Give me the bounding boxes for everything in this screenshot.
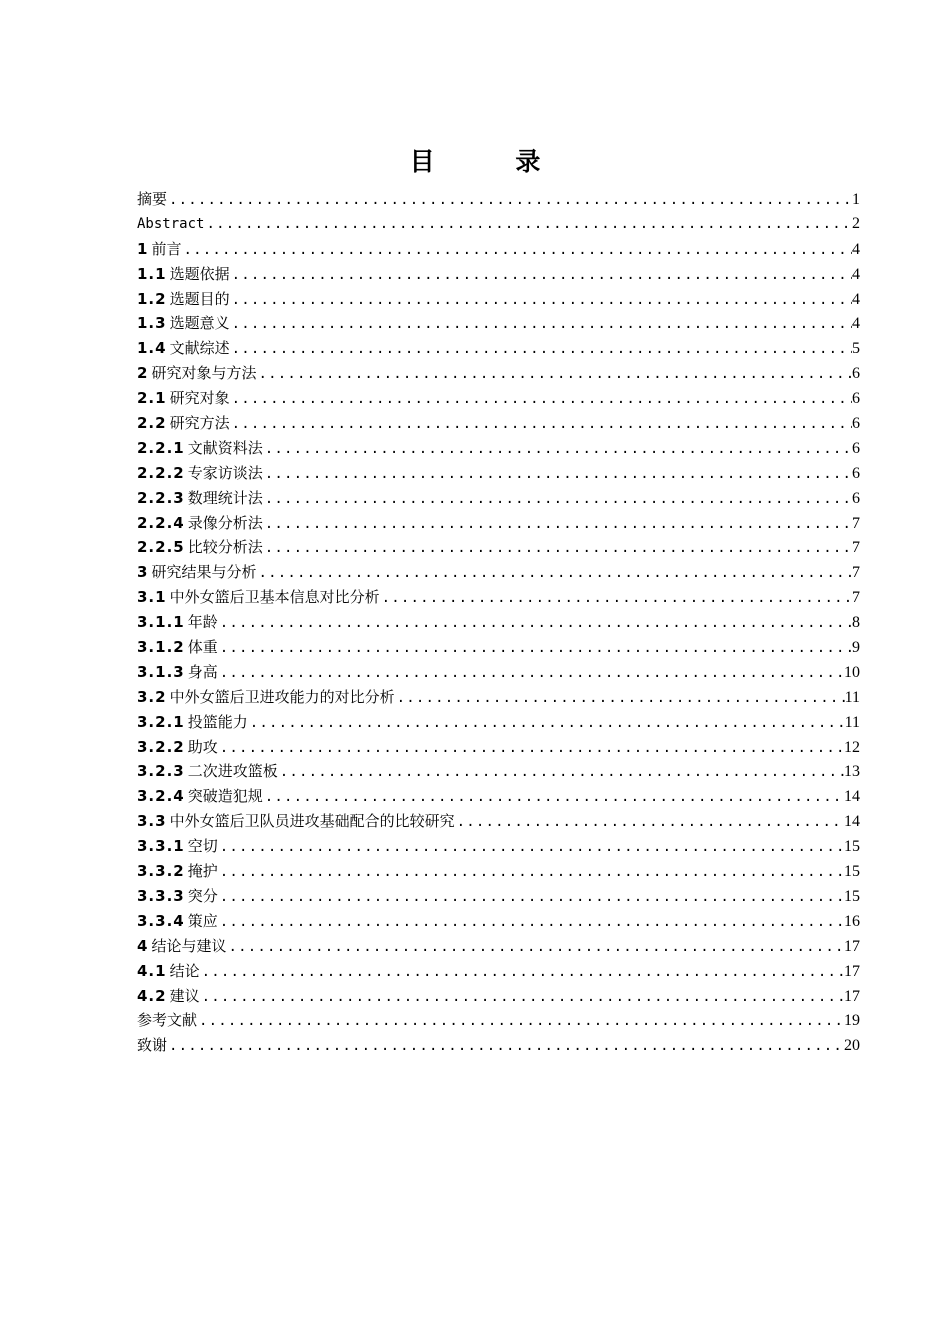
toc-entry-number: 1.3: [137, 314, 167, 333]
toc-dot-leader: [263, 487, 852, 511]
toc-entry-title: 参考文献: [137, 1011, 198, 1030]
toc-entry-number: 3.3.2: [137, 862, 185, 881]
toc-entry-page-number: 17: [844, 937, 860, 955]
toc-entry[interactable]: [137, 959, 860, 984]
toc-entry-page-number: 7: [852, 564, 860, 582]
toc-dot-leader: [167, 1034, 844, 1058]
toc-entry-page-number: 8: [852, 614, 860, 632]
toc-entry-title: 文献资料法: [187, 438, 263, 457]
toc-entry-number: 3.2.1: [137, 712, 185, 731]
toc-dot-leader: [226, 935, 844, 959]
toc-entry[interactable]: [137, 436, 860, 461]
toc-entry-page-number: 14: [844, 788, 860, 806]
toc-dot-leader: [230, 288, 852, 312]
toc-entry-page-number: 4: [852, 290, 860, 308]
toc-dot-leader: [278, 760, 844, 784]
toc-entry-number: 4.1: [137, 961, 167, 980]
toc-entry[interactable]: [137, 685, 860, 710]
toc-entry-number: 2: [137, 364, 149, 383]
toc-entry-number: 1.4: [137, 339, 167, 358]
toc-entry-number: 3.2: [137, 687, 167, 706]
toc-dot-leader: [380, 586, 852, 610]
toc-entry[interactable]: [137, 535, 860, 560]
toc-entry-page-number: 5: [852, 340, 860, 358]
toc-entry-title: 选题依据: [169, 264, 230, 283]
toc-entry[interactable]: [137, 411, 860, 436]
toc-entry-title: 结论: [169, 961, 200, 980]
toc-entry-page-number: 6: [852, 464, 860, 482]
toc-entry[interactable]: [137, 336, 860, 361]
toc-dot-leader: [395, 686, 845, 710]
toc-entry-page-number: 4: [852, 240, 860, 258]
toc-dot-leader: [263, 512, 852, 536]
toc-entry[interactable]: [137, 386, 860, 411]
toc-entry-title: 中外女篮后卫进攻能力的对比分析: [169, 687, 395, 706]
toc-entry-number: 3.3.3: [137, 886, 185, 905]
toc-entry[interactable]: [137, 287, 860, 312]
toc-entry-page-number: 11: [844, 713, 860, 731]
toc-entry-page-number: 6: [852, 365, 860, 383]
toc-dot-leader: [230, 337, 852, 361]
toc-entry-number: 3.1.2: [137, 638, 185, 657]
toc-entry-page-number: 12: [844, 738, 860, 756]
toc-entry[interactable]: [137, 660, 860, 685]
toc-dot-leader: [218, 661, 844, 685]
toc-entry-title: 结论与建议: [151, 936, 227, 955]
toc-entry[interactable]: [137, 635, 860, 660]
toc-entry-page-number: 7: [852, 539, 860, 557]
toc-entry-number: 2.2.2: [137, 463, 185, 482]
toc-entry-number: 1: [137, 239, 149, 258]
toc-dot-leader: [263, 437, 852, 461]
toc-entry-title: 年龄: [187, 613, 218, 632]
toc-entry-page-number: 17: [844, 962, 860, 980]
toc-entry[interactable]: [137, 934, 860, 959]
toc-entry[interactable]: [137, 784, 860, 809]
toc-entry-page-number: 15: [844, 887, 860, 905]
toc-dot-leader: [218, 885, 844, 909]
toc-entry-page-number: 13: [844, 763, 860, 781]
toc-entry-title: 研究对象与方法: [151, 364, 257, 383]
toc-entry-title: 研究方法: [169, 414, 230, 433]
toc-entry-page-number: 4: [852, 315, 860, 333]
toc-entry-page-number: 15: [844, 838, 860, 856]
toc-entry[interactable]: [137, 560, 860, 585]
toc-entry-page-number: 2: [852, 214, 860, 232]
toc-entry-title: 投篮能力: [187, 712, 248, 731]
toc-entry-page-number: 11: [844, 688, 860, 706]
toc-entry-number: 3: [137, 563, 149, 582]
table-of-contents: [137, 187, 860, 1058]
toc-dot-leader: [181, 238, 852, 262]
toc-dot-leader: [200, 985, 844, 1009]
toc-entry-number: 1.1: [137, 264, 167, 283]
toc-entry[interactable]: [137, 834, 860, 859]
toc-dot-leader: [218, 910, 844, 934]
toc-entry-number: 2.2.4: [137, 513, 185, 532]
toc-entry-title: 录像分析法: [187, 513, 263, 532]
toc-entry[interactable]: [137, 859, 860, 884]
toc-entry[interactable]: [137, 187, 860, 212]
toc-entry-number: 3.1.1: [137, 613, 185, 632]
toc-entry-page-number: 10: [844, 663, 860, 681]
toc-entry-title: 中外女篮后卫队员进攻基础配合的比较研究: [169, 812, 455, 831]
toc-entry-title: Abstract: [137, 215, 205, 232]
toc-entry-number: 4: [137, 936, 149, 955]
toc-entry[interactable]: [137, 311, 860, 336]
toc-dot-leader: [230, 312, 852, 336]
toc-entry[interactable]: [137, 511, 860, 536]
toc-entry-title: 数理统计法: [187, 488, 263, 507]
toc-entry-number: 3.1.3: [137, 662, 185, 681]
toc-entry-title: 突破造犯规: [187, 787, 263, 806]
toc-dot-leader: [218, 860, 844, 884]
toc-entry-title: 专家访谈法: [187, 463, 263, 482]
toc-entry-title: 建议: [169, 986, 200, 1005]
toc-dot-leader: [455, 810, 844, 834]
toc-entry[interactable]: [137, 585, 860, 610]
toc-dot-leader: [218, 736, 844, 760]
toc-entry[interactable]: [137, 984, 860, 1009]
toc-dot-leader: [218, 611, 852, 635]
toc-entry-title: 掩护: [187, 862, 218, 881]
toc-entry-title: 比较分析法: [187, 538, 263, 557]
toc-entry-page-number: 6: [852, 415, 860, 433]
toc-entry[interactable]: [137, 610, 860, 635]
toc-entry-number: 2.2: [137, 414, 167, 433]
toc-entry-title: 身高: [187, 662, 218, 681]
toc-entry[interactable]: [137, 237, 860, 262]
toc-entry[interactable]: [137, 735, 860, 760]
toc-entry-title: 文献综述: [169, 339, 230, 358]
toc-entry-title: 前言: [151, 239, 182, 258]
toc-entry-title: 策应: [187, 911, 218, 930]
toc-entry-title: 研究对象: [169, 389, 230, 408]
toc-entry[interactable]: [137, 461, 860, 486]
toc-entry-number: 3.3: [137, 812, 167, 831]
toc-entry[interactable]: [137, 759, 860, 784]
toc-dot-leader: [248, 711, 845, 735]
toc-entry-page-number: 14: [844, 813, 860, 831]
toc-dot-leader: [263, 785, 844, 809]
toc-dot-leader: [197, 1009, 844, 1033]
toc-entry-number: 3.2.3: [137, 762, 185, 781]
toc-entry[interactable]: [137, 710, 860, 735]
toc-entry-title: 中外女篮后卫基本信息对比分析: [169, 588, 380, 607]
toc-entry-title: 选题目的: [169, 289, 230, 308]
toc-entry-number: 3.3.4: [137, 911, 185, 930]
toc-entry[interactable]: [137, 909, 860, 934]
toc-dot-leader: [256, 561, 852, 585]
toc-entry-page-number: 7: [852, 589, 860, 607]
toc-dot-leader: [204, 212, 852, 237]
toc-entry-number: 3.1: [137, 588, 167, 607]
toc-entry[interactable]: [137, 486, 860, 511]
toc-entry-title: 选题意义: [169, 314, 230, 333]
toc-entry-number: 3.3.1: [137, 837, 185, 856]
toc-entry-page-number: 6: [852, 439, 860, 457]
toc-entry-number: 1.2: [137, 289, 167, 308]
toc-entry-page-number: 7: [852, 514, 860, 532]
toc-entry-number: 3.2.2: [137, 737, 185, 756]
toc-entry[interactable]: [137, 1033, 860, 1058]
toc-dot-leader: [263, 536, 852, 560]
toc-entry[interactable]: [137, 361, 860, 386]
toc-entry-number: 2.2.5: [137, 538, 185, 557]
toc-entry-title: 致谢: [137, 1036, 168, 1055]
toc-entry-page-number: 4: [852, 265, 860, 283]
toc-entry-page-number: 9: [852, 639, 860, 657]
page-title: 目 录: [409, 147, 577, 176]
toc-entry-title: 助攻: [187, 737, 218, 756]
toc-dot-leader: [218, 835, 844, 859]
toc-entry-page-number: 15: [844, 863, 860, 881]
toc-entry-page-number: 16: [844, 912, 860, 930]
toc-entry-page-number: 1: [852, 191, 860, 208]
toc-dot-leader: [167, 188, 852, 212]
toc-dot-leader: [256, 362, 852, 386]
toc-entry-number: 2.2.1: [137, 438, 185, 457]
toc-entry[interactable]: [137, 1008, 860, 1033]
toc-entry-title: 二次进攻篮板: [187, 762, 278, 781]
toc-dot-leader: [230, 263, 852, 287]
toc-entry-page-number: 6: [852, 390, 860, 408]
toc-entry-title: 摘要: [137, 190, 168, 208]
toc-dot-leader: [218, 636, 852, 660]
toc-dot-leader: [200, 960, 844, 984]
toc-entry-title: 研究结果与分析: [151, 563, 257, 582]
toc-entry-page-number: 6: [852, 489, 860, 507]
toc-entry-number: 4.2: [137, 986, 167, 1005]
toc-entry-number: 2.2.3: [137, 488, 185, 507]
toc-entry-page-number: 17: [844, 987, 860, 1005]
toc-entry[interactable]: [137, 212, 860, 237]
toc-entry-number: 2.1: [137, 389, 167, 408]
toc-entry-page-number: 20: [844, 1037, 860, 1055]
toc-entry[interactable]: [137, 262, 860, 287]
toc-entry-title: 空切: [187, 837, 218, 856]
toc-entry-page-number: 19: [844, 1012, 860, 1030]
toc-entry-number: 3.2.4: [137, 787, 185, 806]
toc-dot-leader: [230, 412, 852, 436]
toc-entry[interactable]: [137, 884, 860, 909]
toc-dot-leader: [263, 462, 852, 486]
toc-entry-title: 突分: [187, 886, 218, 905]
toc-dot-leader: [230, 387, 852, 411]
toc-entry-title: 体重: [187, 638, 218, 657]
toc-entry[interactable]: [137, 809, 860, 834]
